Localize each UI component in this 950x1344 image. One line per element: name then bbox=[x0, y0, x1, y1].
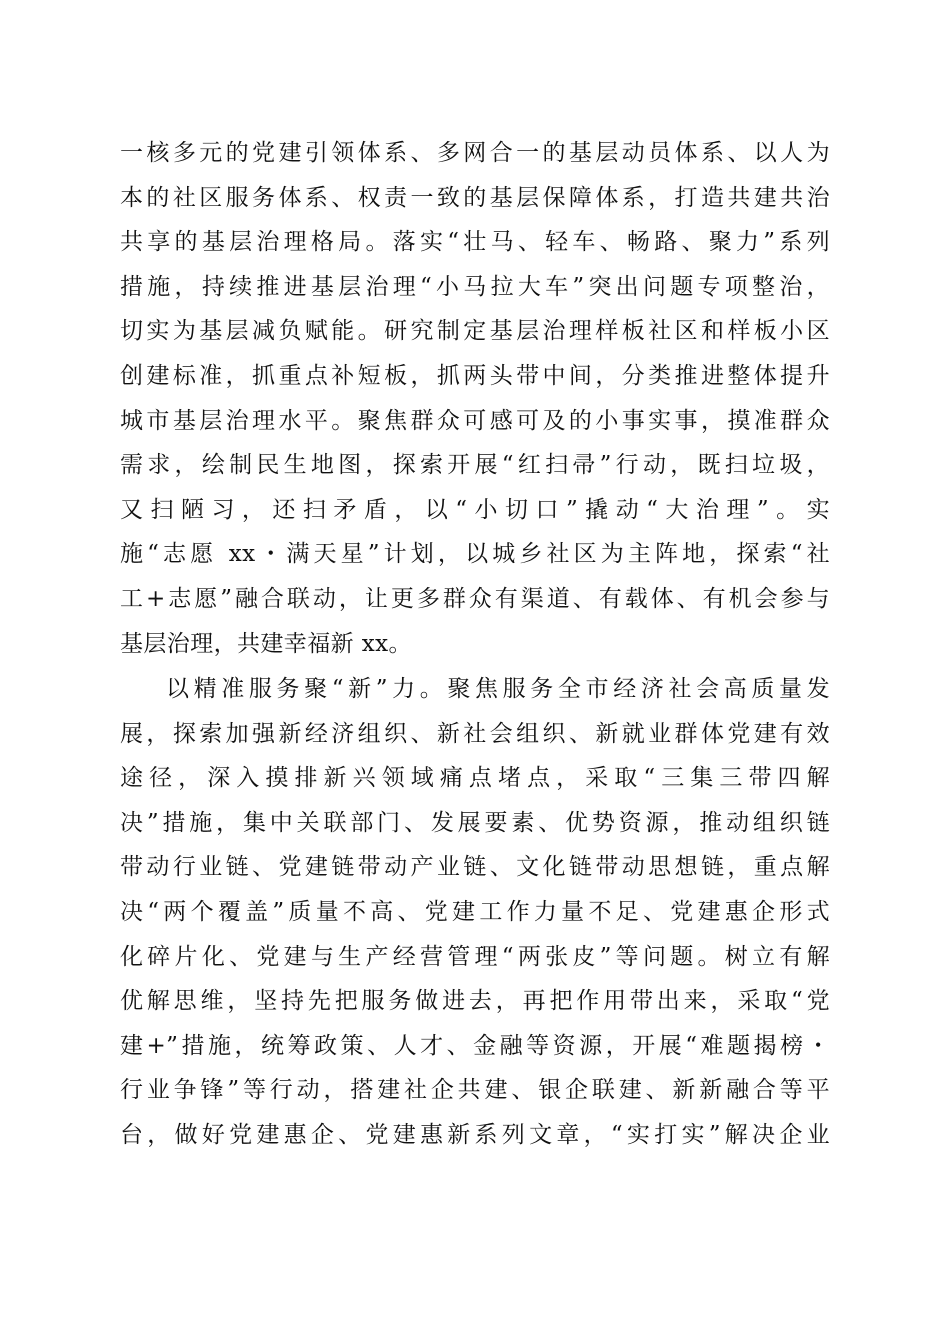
text-line: 带动行业链、党建链带动产业链、文化链带动思想链，重点解 bbox=[120, 854, 830, 881]
paragraph-governance bbox=[120, 131, 830, 666]
text-line: 切实为基层减负赋能。研究制定基层治理样板社区和样板小区 bbox=[120, 318, 830, 345]
text-line: 共享的基层治理格局。落实“壮马、轻车、畅路、聚力”系列 bbox=[120, 229, 830, 256]
text-line: 又扫陋习，还扫矛盾，以“小切口”撬动“大治理”。实 bbox=[120, 496, 830, 523]
text-line: 措施，持续推进基层治理“小马拉大车”突出问题专项整治， bbox=[120, 273, 830, 300]
text-line: 城市基层治理水平。聚焦群众可感可及的小事实事，摸准群众 bbox=[120, 407, 830, 434]
text-line: 台，做好党建惠企、党建惠新系列文章，“实打实”解决企业 bbox=[120, 1121, 830, 1148]
text-line: 以精准服务聚“新”力。聚焦服务全市经济社会高质量发 bbox=[166, 676, 830, 702]
text-line: 一核多元的党建引领体系、多网合一的基层动员体系、以人为 bbox=[120, 140, 830, 166]
text-line: 展，探索加强新经济组织、新社会组织、新就业群体党建有效 bbox=[120, 720, 830, 747]
text-line: 工+志愿”融合联动，让更多群众有渠道、有载体、有机会参与 bbox=[120, 585, 830, 612]
text-line: 施“志愿 xx・满天星”计划，以城乡社区为主阵地，探索“社 bbox=[120, 541, 830, 568]
text-line: 决”措施，集中关联部门、发展要素、优势资源，推动组织链 bbox=[120, 809, 830, 836]
text-line: 决“两个覆盖”质量不高、党建工作力量不足、党建惠企形式 bbox=[120, 898, 830, 925]
text-line: 化碎片化、党建与生产经营管理“两张皮”等问题。树立有解 bbox=[120, 943, 830, 970]
text-line: 需求，绘制民生地图，探索开展“红扫帚”行动，既扫垃圾， bbox=[120, 452, 830, 479]
text-line: 基层治理，共建幸福新 xx。 bbox=[120, 630, 412, 657]
text-line: 行业争锋”等行动，搭建社企共建、银企联建、新新融合等平 bbox=[120, 1077, 830, 1104]
text-line: 本的社区服务体系、权责一致的基层保障体系，打造共建共治 bbox=[120, 184, 830, 211]
text-line: 途径，深入摸排新兴领域痛点堵点，采取“三集三带四解 bbox=[120, 765, 830, 792]
text-line: 建+”措施，统筹政策、人才、金融等资源，开展“难题揭榜・ bbox=[120, 1032, 830, 1059]
text-line: 优解思维，坚持先把服务做进去，再把作用带出来，采取“党 bbox=[120, 988, 830, 1015]
paragraph-precise-service bbox=[120, 667, 830, 1158]
text-line: 创建标准，抓重点补短板，抓两头带中间，分类推进整体提升 bbox=[120, 362, 830, 389]
